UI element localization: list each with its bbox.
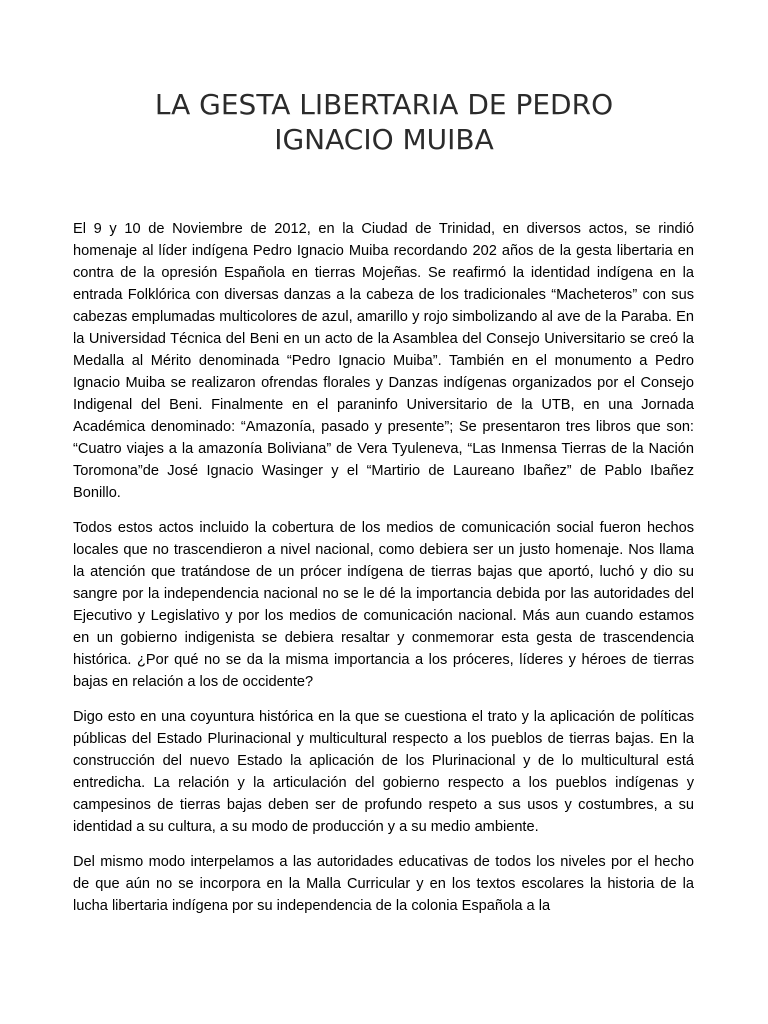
paragraph-1: El 9 y 10 de Noviembre de 2012, en la Ciudad de Trinidad, en diversos actos, se rindió homenaje al líder indígena Pedro Ignacio Muiba recordando 202 años de la gesta libertaria en contra de la opresión Española en tierras Mojeñas. Se reafirmó la identidad indígena en la entrada Folklórica con diversas danzas a la cabeza de los tradicionales “Macheteros” con sus cabezas emplumadas multicolores de azul, amarillo y rojo simbolizando al ave de la Paraba. En la Universidad Técnica del Beni en un acto de la Asamblea del Consejo Universitario se creó la Medalla al Mérito denominada “Pedro Ignacio Muiba”. También en el monumento a Pedro Ignacio Muiba se realizaron ofrendas florales y Danzas indígenas organizados por el Consejo Indigenal del Beni. Finalmente en el paraninfo Universitario de la UTB, en una Jornada Académica denominado: “Amazonía, pasado y presente”; Se presentaron tres libros que son: “Cuatro viajes a la amazonía Boliviana” de Vera Tyuleneva, “Las Inmensa Tierras de la Nación Toromona”de José Ignacio Wasinger y el “Martirio de Laureano Ibañez” de Pablo Ibañez Bonillo. <box>73 221 694 501</box>
document-title: LA GESTA LIBERTARIA DE PEDRO IGNACIO MUIBA <box>154 88 614 156</box>
paragraph-2: Todos estos actos incluido la cobertura de los medios de comunicación social fueron hechos locales que no trascendieron a nivel nacional, como debiera ser un justo homenaje. Nos llama la atención que tratándose de un prócer indígena de tierras bajas que aportó, luchó y dio su sangre por la independencia nacional no se le dé la importancia debida por las autoridades del Ejecutivo y Legislativo y por los medios de comunicación nacional. Más aun cuando estamos en un gobierno indigenista se debiera resaltar y conmemorar esta gesta de trascendencia histórica. ¿Por qué no se da la misma importancia a los próceres, líderes y héroes de tierras bajas en relación a los de occidente? <box>73 520 694 690</box>
paragraph-3: Digo esto en una coyuntura histórica en la que se cuestiona el trato y la aplicación de políticas públicas del Estado Plurinacional y multicultural respecto a los pueblos de tierras bajas. En la construcción del nuevo Estado la aplicación de los Plurinacional y de lo multicultural está entredicha. La relación y la articulación del gobierno respecto a los pueblos indígenas y campesinos de tierras bajas deben ser de profundo respeto a sus usos y costumbres, a su identidad a su cultura, a su modo de producción y a su medio ambiente. <box>73 709 694 835</box>
document-body <box>73 218 694 930</box>
paragraph-4: Del mismo modo interpelamos a las autoridades educativas de todos los niveles por el hecho de que aún no se incorpora en la Malla Curricular y en los textos escolares la historia de la lucha libertaria indígena por su independencia de la colonia Española a la <box>73 854 694 914</box>
